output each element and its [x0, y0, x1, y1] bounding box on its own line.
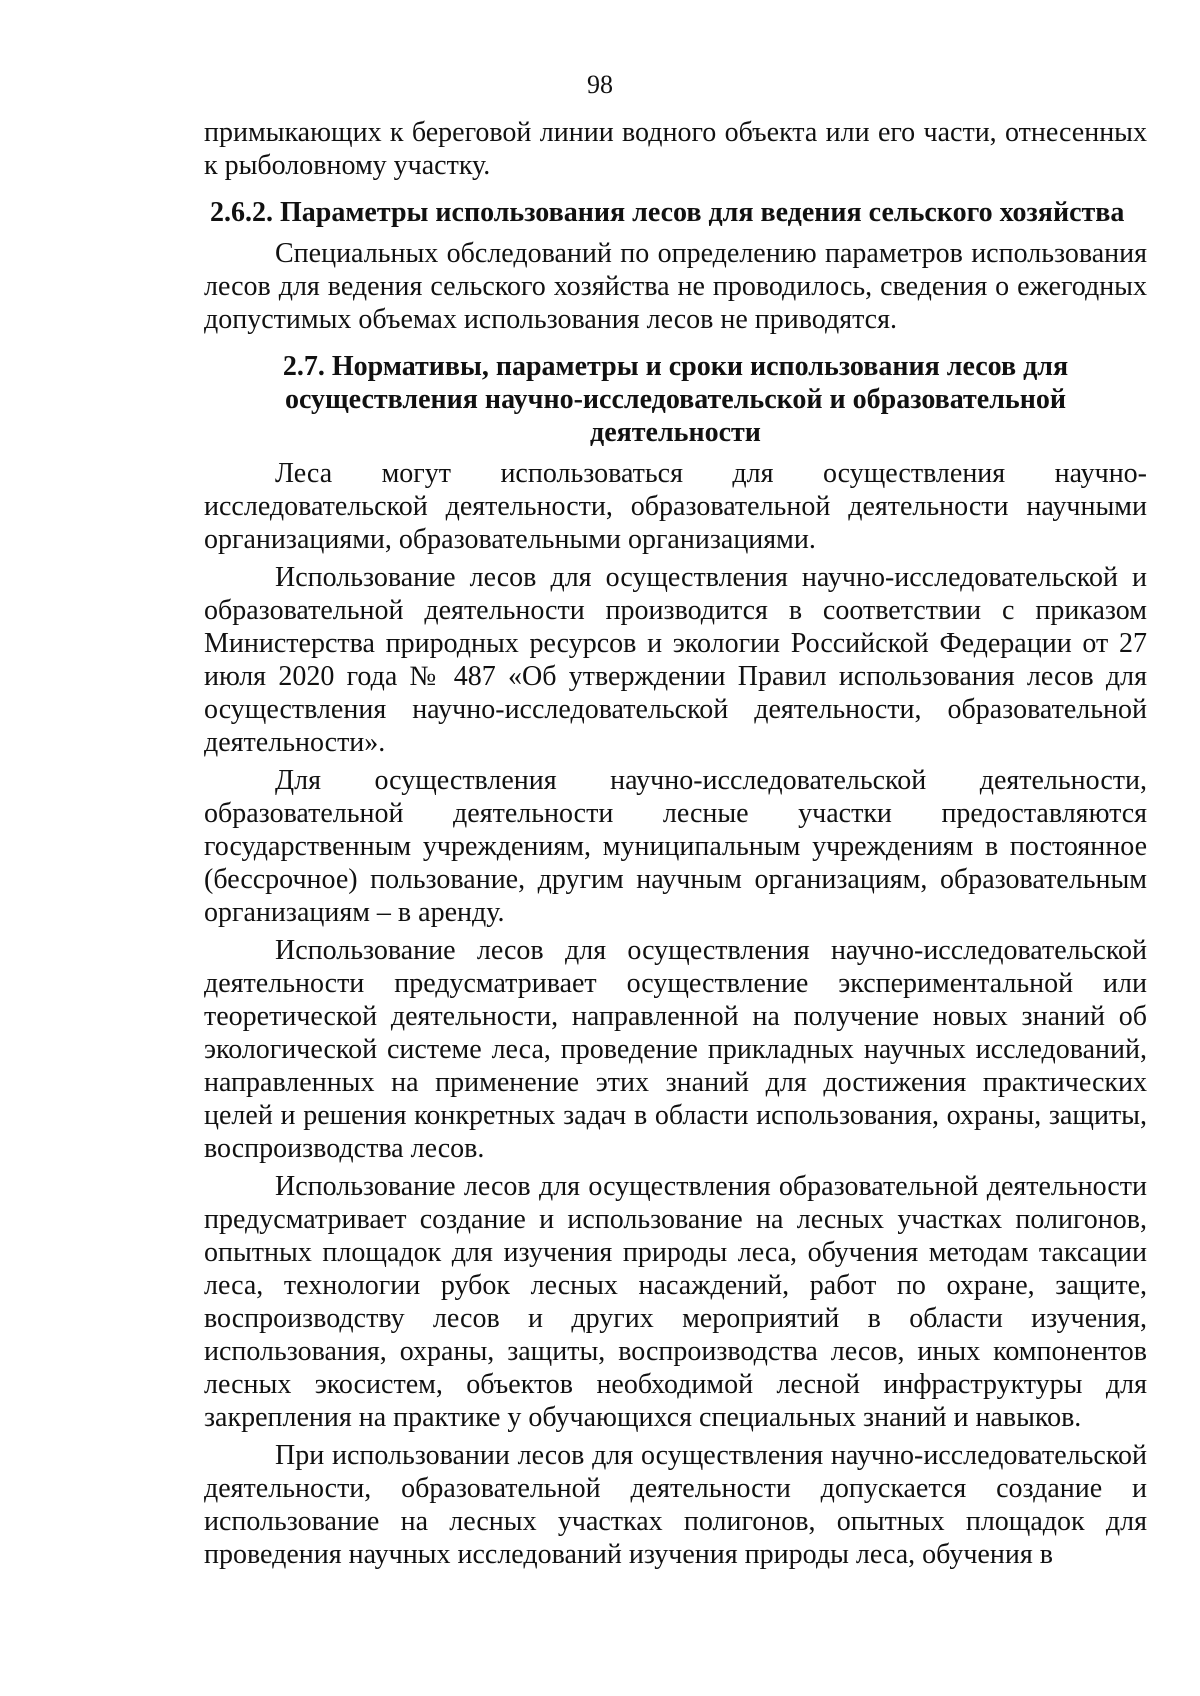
- page-number: 98: [587, 70, 613, 99]
- paragraph-research-activity: Использование лесов для осуществления научно-исследовательской деятельности предусматривает осуществление экспериментальной или теоретической деятельности, направленной на получение новых знаний об экологической системе леса, проведение прикладных научных исследований, направленных на применение этих знаний для достижения практических целей и решения конкретных задач в области использования, охраны, защиты, воспроизводства лесов.: [204, 935, 1147, 1164]
- section-heading-2-6-2: 2.6.2. Параметры использования лесов для ведения сельского хозяйства: [210, 197, 1125, 228]
- section-heading-2-7: 2.7. Нормативы, параметры и сроки использования лесов для осуществления научно-исследовательской и образовательной деятельности: [282, 351, 1069, 448]
- document-body: [204, 116, 1147, 1571]
- paragraph-land-provision: Для осуществления научно-исследовательской деятельности, образовательной деятельности лесные участки предоставляются государственным учреждениям, муниципальным учреждениям в постоянное (бессрочное) пользование, другим научным организациям, образовательным организациям – в аренду.: [204, 765, 1147, 928]
- paragraph-educational-activity: Использование лесов для осуществления образовательной деятельности предусматривает создание и использование на лесных участках полигонов, опытных площадок для изучения природы леса, обучения методам таксации леса, технологии рубок лесных насаждений, работ по охране, защите, воспроизводству лесов и других мероприятий в области изучения, использования, охраны, защиты, воспроизводства лесов, иных компонентов лесных экосистем, объектов необходимой лесной инфраструктуры для закрепления на практике у обучающихся специальных знаний и навыков.: [204, 1171, 1147, 1433]
- paragraph-order-reference: Использование лесов для осуществления научно-исследовательской и образовательной деятельности производится в соответствии с приказом Министерства природных ресурсов и экологии Российской Федерации от 27 июля 2020 года № 487 «Об утверждении Правил использования лесов для осуществления научно-исследовательской деятельности, образовательной деятельности».: [204, 562, 1147, 758]
- paragraph-forest-use: Леса могут использоваться для осуществления научно-исследовательской деятельности, образовательной деятельности научными организациями, образовательными организациями.: [204, 458, 1147, 555]
- paragraph-continuation: примыкающих к береговой линии водного объекта или его части, отнесенных к рыболовному участку.: [204, 117, 1147, 181]
- paragraph-agriculture: Специальных обследований по определению параметров использования лесов для ведения сельского хозяйства не проводилось, сведения о ежегодных допустимых объемах использования лесов не приводятся.: [204, 238, 1147, 335]
- paragraph-polygons: При использовании лесов для осуществления научно-исследовательской деятельности, образовательной деятельности допускается создание и использование на лесных участках полигонов, опытных площадок для проведения научных исследований изучения природы леса, обучения в: [204, 1440, 1147, 1570]
